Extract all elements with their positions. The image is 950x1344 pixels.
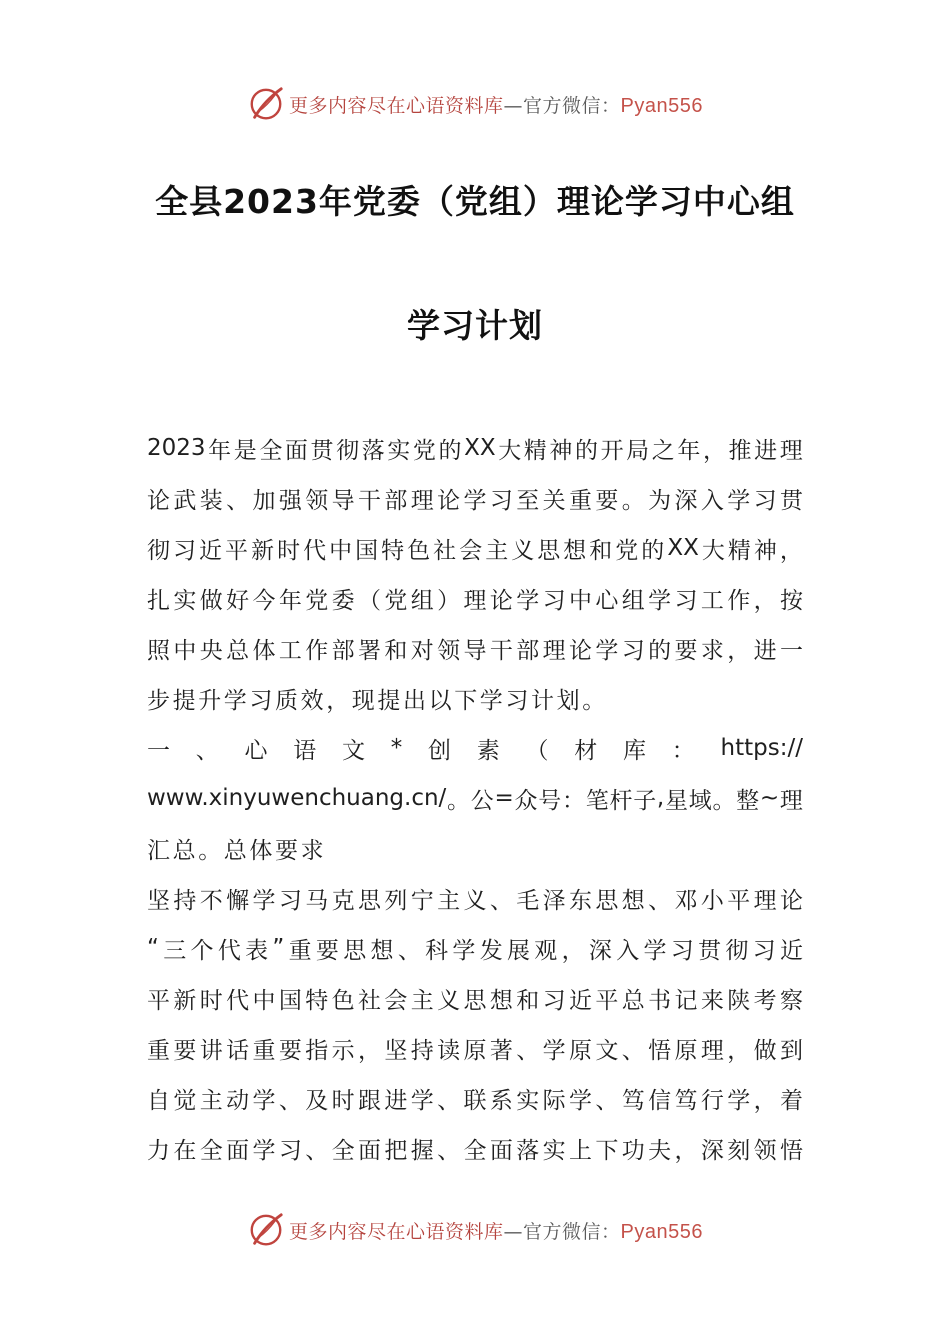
body-line: 扎 实 做 好 今 年 党 委 （ 党 组 ） 理 论 学 习 中 心 组 学 习 工 作 ， 按 <box>147 587 803 614</box>
document-title-line-1: 全县2023年党委（党组）理论学习中心组 <box>155 182 795 221</box>
quill-logo-icon <box>247 1211 285 1249</box>
body-line: 步提升学习质效，现提出以下学习计划。 <box>147 687 608 714</box>
body-line: 汇总。总体要求 <box>147 837 327 864</box>
body-line: 重 要 讲 话 重 要 指 示 ， 坚 持 读 原 著 、 学 原 文 、 悟 原 理 ， 做 到 <box>147 1037 803 1064</box>
document-title-line-2: 学习计划 <box>407 306 543 345</box>
body-line: www.xinyuwenchuang.cn/ 。 公 = 众 号 ： 笔 杆 子 , 星 域 。 整 ~ 理 <box>147 785 803 814</box>
body-line: 坚 持 不 懈 学 习 马 克 思 列 宁 主 义 、 毛 泽 东 思 想 、 邓 小 平 理 论 <box>147 887 803 914</box>
body-line: 彻 习 近 平 新 时 代 中 国 特 色 社 会 主 义 思 想 和 党 的 XX 大 精 神 ， <box>147 535 803 564</box>
watermark-text: 更多内容尽在心语资料库—官方微信：Pyan556 <box>289 94 703 117</box>
watermark-banner-top <box>0 82 950 126</box>
body-line: 照 中 央 总 体 工 作 部 署 和 对 领 导 干 部 理 论 学 习 的 要 求 ， 进 一 <box>147 637 803 664</box>
body-line: 2023 年 是 全 面 贯 彻 落 实 党 的 XX 大 精 神 的 开 局 之 年 ， 推 进 理 <box>147 435 803 464</box>
quill-logo-icon <box>247 85 285 123</box>
body-line: “ 三 个 代 表 ” 重 要 思 想 、 科 学 发 展 观 ， 深 入 学 习 贯 彻 习 近 <box>147 935 803 964</box>
body-line: 一 、 心 语 文 * 创 素 （ 材 库 ： https:// <box>147 735 803 764</box>
body-line: 平 新 时 代 中 国 特 色 社 会 主 义 思 想 和 习 近 平 总 书 记 来 陕 考 察 <box>147 987 803 1014</box>
body-line: 自 觉 主 动 学 、 及 时 跟 进 学 、 联 系 实 际 学 、 笃 信 笃 行 学 ， 着 <box>147 1087 803 1114</box>
watermark-text: 更多内容尽在心语资料库—官方微信：Pyan556 <box>289 1220 703 1243</box>
body-line: 论 武 装 、 加 强 领 导 干 部 理 论 学 习 至 关 重 要 。 为 深 入 学 习 贯 <box>147 487 803 514</box>
watermark-banner-bottom <box>0 1208 950 1252</box>
body-line: 力 在 全 面 学 习 、 全 面 把 握 、 全 面 落 实 上 下 功 夫 ， 深 刻 领 悟 <box>147 1137 803 1164</box>
